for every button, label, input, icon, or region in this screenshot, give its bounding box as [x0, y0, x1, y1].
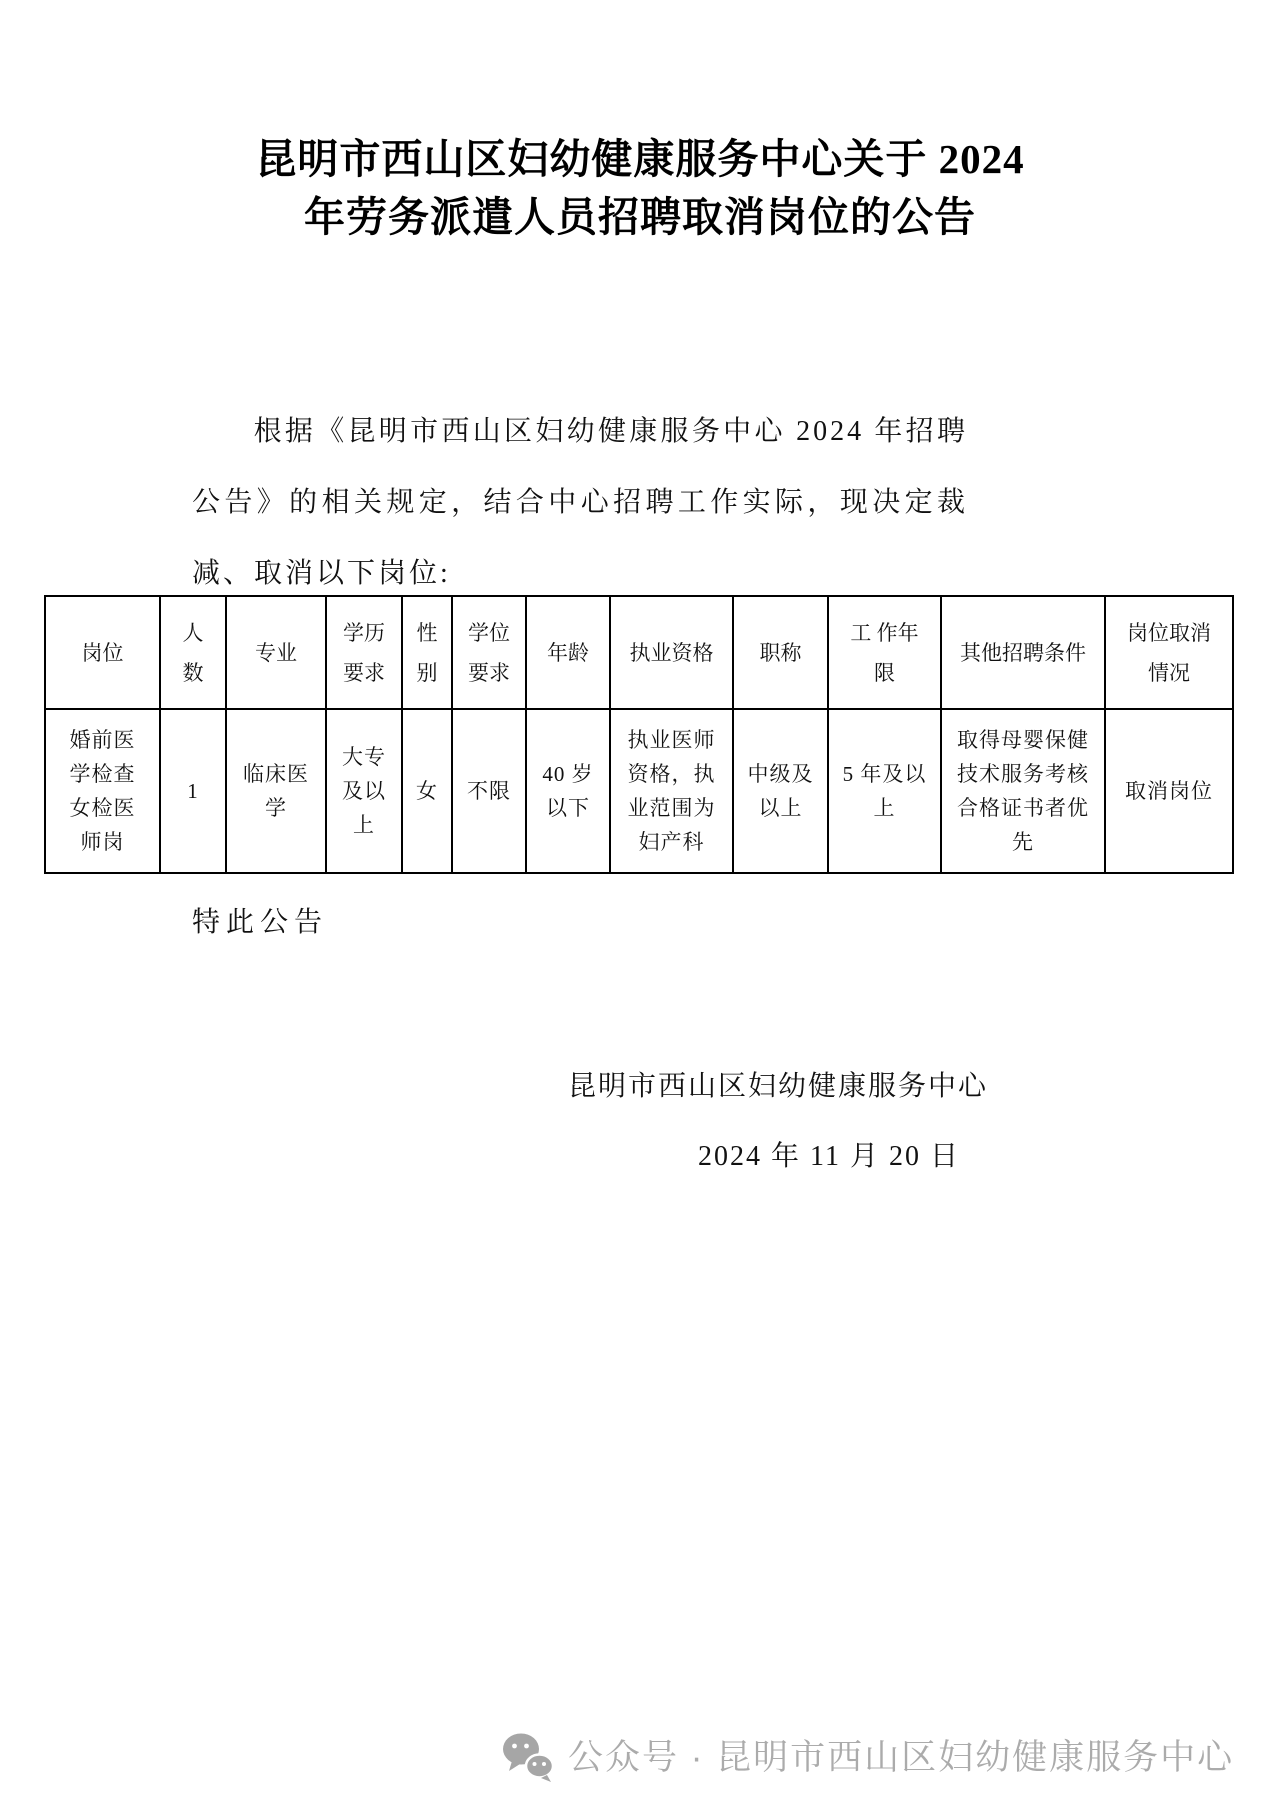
date: 2024 年 11 月 20 日: [698, 1141, 960, 1172]
positions-table: [44, 595, 1234, 874]
cell-gender: 女: [402, 709, 452, 873]
footer: [500, 1732, 1234, 1784]
cell-qualification: 执业医师资格，执业范围为妇产科: [610, 709, 733, 873]
col-header-gender: 性别: [402, 596, 452, 709]
closing-statement: 特此公告: [192, 907, 329, 938]
cell-count: 1: [160, 709, 226, 873]
col-header-cancel-status: 岗位取消情况: [1105, 596, 1233, 709]
document-title-line1: 昆明市西山区妇幼健康服务中心关于 2024: [255, 136, 1025, 182]
table-row: [45, 709, 1233, 873]
cell-major: 临床医学: [226, 709, 326, 873]
cell-age: 40 岁以下: [526, 709, 610, 873]
document-title: [0, 130, 1280, 246]
col-header-position: 岗位: [45, 596, 160, 709]
cell-education: 大专及以上: [326, 709, 402, 873]
col-header-experience: 工 作年限: [828, 596, 941, 709]
cell-other-conditions: 取得母婴保健技术服务考核合格证书者优先: [941, 709, 1105, 873]
cell-experience: 5 年及以上: [828, 709, 941, 873]
cell-position: 婚前医学检查女检医师岗: [45, 709, 160, 873]
col-header-degree: 学位要求: [452, 596, 526, 709]
col-header-education: 学历要求: [326, 596, 402, 709]
col-header-major: 专业: [226, 596, 326, 709]
cell-title: 中级及以上: [733, 709, 828, 873]
document-title-line2: 年劳务派遣人员招聘取消岗位的公告: [304, 194, 976, 240]
col-header-other-conditions: 其他招聘条件: [941, 596, 1105, 709]
signature: 昆明市西山区妇幼健康服务中心: [568, 1071, 989, 1102]
cell-cancel-status: 取消岗位: [1105, 709, 1233, 873]
col-header-title: 职称: [733, 596, 828, 709]
body-paragraph: 根据《昆明市西山区妇幼健康服务中心 2024 年招聘公告》的相关规定，结合中心招聘工作实际，现决定裁减、取消以下岗位:: [192, 416, 968, 589]
col-header-age: 年龄: [526, 596, 610, 709]
col-header-qualification: 执业资格: [610, 596, 733, 709]
footer-label: 公众号 · 昆明市西山区妇幼健康服务中心: [568, 1738, 1235, 1777]
wechat-icon: [500, 1732, 556, 1784]
col-header-count: 人数: [160, 596, 226, 709]
cell-degree: 不限: [452, 709, 526, 873]
table-header-row: [45, 596, 1233, 709]
